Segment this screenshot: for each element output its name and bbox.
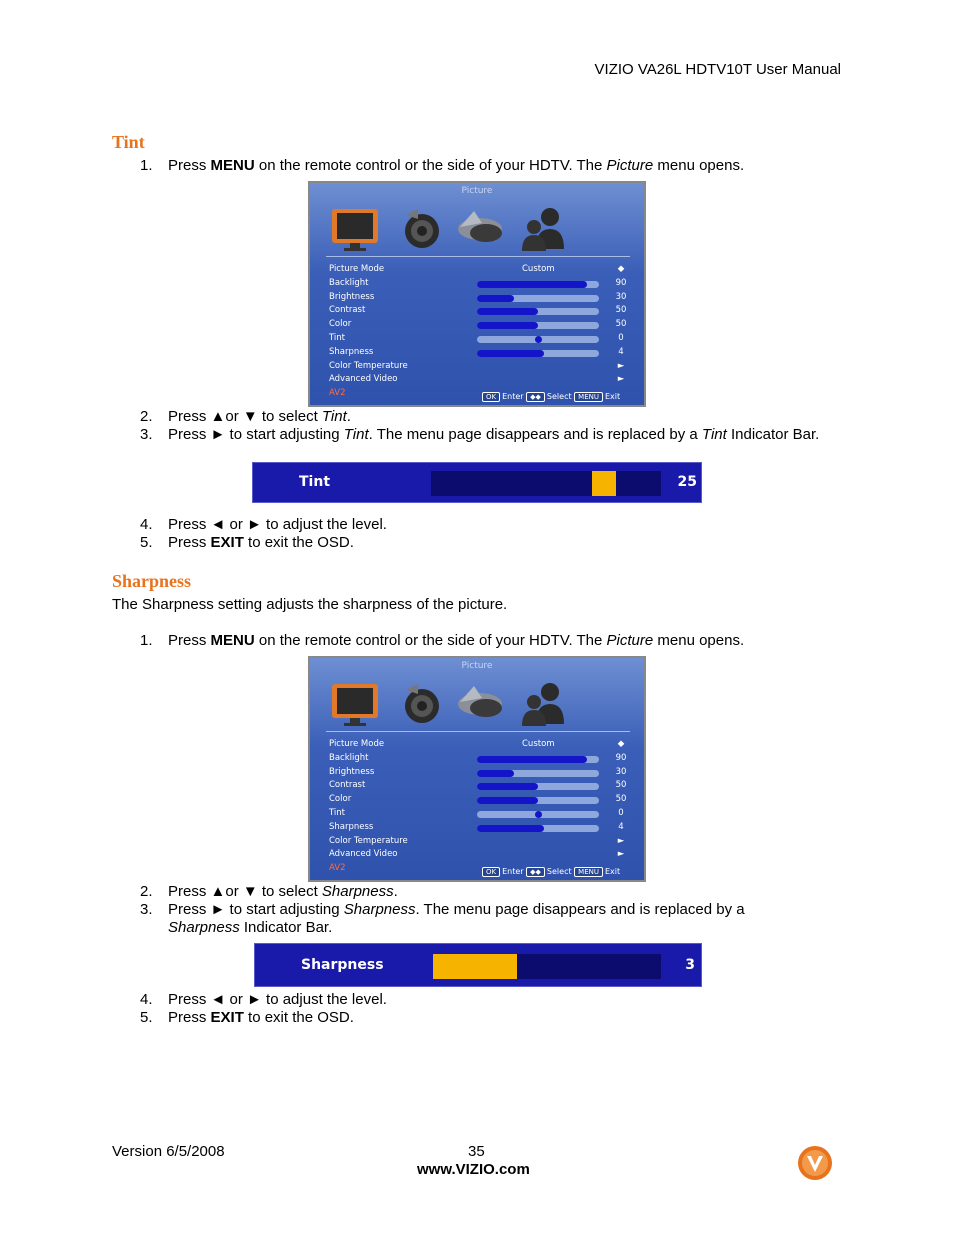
osd-menu-item-label: Tint [329, 807, 346, 818]
osd-menu-item-value: 0 [618, 807, 624, 818]
osd-picture-mode-value: Custom [522, 739, 555, 749]
osd-menu-item-label: Sharpness [329, 821, 374, 832]
sharpness-indicator-track [433, 954, 661, 979]
osd-menu-item [329, 319, 629, 333]
osd-slider-dot [535, 811, 542, 818]
osd-menu-item-value: 30 [615, 291, 627, 302]
osd-menu-item [329, 767, 629, 781]
document-header-title: VIZIO VA26L HDTV10T User Manual [594, 61, 841, 78]
osd-menu-item-label: Contrast [329, 780, 366, 791]
osd-slider-track [477, 770, 599, 777]
tv-icon [330, 205, 382, 253]
osd-menu-item-label: Color [329, 794, 352, 805]
osd-slider-fill [477, 756, 587, 763]
osd-slider-fill [477, 322, 538, 329]
speaker-icon [398, 205, 450, 253]
tint-indicator-marker [592, 471, 616, 496]
osd-menu-item-label: Brightness [329, 766, 375, 777]
osd-slider-track [477, 756, 599, 763]
osd-slider-track [477, 295, 599, 302]
osd-menu-item-label: Color Temperature [329, 360, 408, 371]
osd-menu-item [329, 305, 629, 319]
osd-menu-item-value: 4 [618, 346, 624, 357]
osd-menu-list [329, 264, 629, 402]
exit-hint: Exit [604, 392, 621, 401]
osd-menu-item-value: 50 [615, 794, 627, 805]
select-hint: Select [546, 392, 572, 401]
tint-indicator-track [431, 471, 661, 496]
osd-slider-track [477, 811, 599, 818]
osd-menu-item-label: Advanced Video [329, 374, 398, 385]
tint-step-3: 3. Press ► to start adjusting Tint. The menu page disappears and is replaced by a Tint Indicator Bar. [140, 426, 820, 443]
osd-slider-track [477, 350, 599, 357]
satellite-dish-icon [456, 680, 508, 728]
osd-slider-dot [535, 336, 542, 343]
exit-hint: Exit [604, 867, 621, 876]
osd-menu-item-value: 0 [618, 332, 624, 343]
tv-icon [330, 680, 382, 728]
osd-menu-item [329, 264, 629, 278]
osd-slider-fill [477, 350, 544, 357]
osd-menu-item-label: AV2 [329, 863, 346, 874]
osd-menu-item [329, 822, 629, 836]
osd-menu-item [329, 333, 629, 347]
osd-menu-item-label: Brightness [329, 291, 375, 302]
sharpness-step-3: 3. Press ► to start adjusting Sharpness. The menu page disappears and is replaced by a Sharpness Indicator Bar. [140, 901, 745, 936]
osd-menu-item-value: 50 [615, 780, 627, 791]
osd-menu-item [329, 347, 629, 361]
osd-icon-row [330, 680, 620, 730]
tint-indicator-value: 25 [677, 474, 697, 490]
osd-menu-item-value: 90 [615, 277, 627, 288]
osd-slider-fill [477, 797, 538, 804]
users-icon [518, 680, 570, 728]
enter-hint: Enter [502, 867, 524, 876]
sharpness-indicator-value: 3 [685, 957, 695, 973]
osd-slider-fill [477, 825, 544, 832]
osd-menu-item [329, 808, 629, 822]
osd-menu-item-label: AV2 [329, 388, 346, 399]
ok-key: OK [482, 392, 500, 402]
osd-menu-item [329, 794, 629, 808]
osd-menu-item-label: Tint [329, 332, 346, 343]
sharpness-intro: The Sharpness setting adjusts the sharpness of the picture. [112, 596, 508, 613]
picture-menu-screenshot-2 [308, 656, 646, 882]
menu-key: MENU [574, 867, 603, 877]
osd-menu-item [329, 374, 629, 388]
speaker-icon [398, 680, 450, 728]
sharpness-heading: Sharpness [112, 571, 192, 591]
osd-menu-item-value: 4 [618, 821, 624, 832]
osd-menu-item-label: Sharpness [329, 346, 374, 357]
osd-menu-item-label: Color [329, 319, 352, 330]
osd-slider-track [477, 783, 599, 790]
osd-menu-item [329, 278, 629, 292]
osd-slider-track [477, 797, 599, 804]
osd-picture-mode-value: Custom [522, 264, 555, 274]
osd-slider-track [477, 825, 599, 832]
tint-heading: Tint [112, 132, 145, 152]
osd-menu-item-label: Advanced Video [329, 849, 398, 860]
osd-slider-track [477, 281, 599, 288]
osd-menu-item [329, 836, 629, 850]
osd-menu-item-value: 30 [615, 766, 627, 777]
arrow-key: ◆◆ [526, 392, 545, 402]
osd-menu-item [329, 361, 629, 375]
osd-slider-track [477, 322, 599, 329]
osd-menu-list [329, 739, 629, 877]
osd-menu-item-value: 50 [615, 305, 627, 316]
osd-slider-track [477, 336, 599, 343]
osd-slider-fill [477, 295, 514, 302]
osd-menu-item-label: Backlight [329, 277, 369, 288]
osd-menu-item-label: Picture Mode [329, 739, 385, 749]
osd-slider-fill [477, 770, 514, 777]
osd-menu-item-value: ◆ [617, 739, 625, 749]
tint-indicator-label: Tint [299, 474, 331, 490]
osd-slider-track [477, 308, 599, 315]
satellite-dish-icon [456, 205, 508, 253]
sharpness-indicator-fill [433, 954, 517, 979]
osd-menu-item-label: Color Temperature [329, 835, 408, 846]
osd-menu-item [329, 849, 629, 863]
osd-menu-item-label: Backlight [329, 752, 369, 763]
sharpness-indicator-label: Sharpness [301, 957, 384, 973]
arrow-key: ◆◆ [526, 867, 545, 877]
osd-menu-item-label: Picture Mode [329, 264, 385, 274]
tint-indicator-bar [252, 462, 702, 503]
osd-slider-fill [477, 308, 538, 315]
footer-url: www.VIZIO.com [417, 1161, 530, 1178]
vizio-logo [797, 1145, 833, 1181]
osd-menu-item [329, 780, 629, 794]
sharpness-indicator-bar [254, 943, 702, 987]
osd-menu-item-label: Contrast [329, 305, 366, 316]
osd-menu-item-value: ► [617, 374, 625, 385]
osd-menu-item [329, 739, 629, 753]
osd-footer-hints [482, 867, 620, 877]
ok-key: OK [482, 867, 500, 877]
osd-menu-item [329, 292, 629, 306]
osd-slider-fill [477, 281, 587, 288]
osd-divider [326, 256, 630, 257]
page-number: 35 [468, 1143, 485, 1160]
osd-menu-item-value: 50 [615, 319, 627, 330]
picture-menu-screenshot [308, 181, 646, 407]
osd-title: Picture [461, 661, 493, 671]
osd-menu-item-value: ► [617, 849, 625, 860]
osd-title: Picture [461, 186, 493, 196]
osd-menu-item-value: 90 [615, 752, 627, 763]
osd-icon-row [330, 205, 620, 255]
enter-hint: Enter [502, 392, 524, 401]
osd-menu-item-value: ◆ [617, 264, 625, 274]
osd-slider-fill [477, 783, 538, 790]
footer-version: Version 6/5/2008 [112, 1143, 225, 1160]
users-icon [518, 205, 570, 253]
menu-key: MENU [574, 392, 603, 402]
select-hint: Select [546, 867, 572, 876]
osd-divider [326, 731, 630, 732]
osd-menu-item [329, 753, 629, 767]
osd-footer-hints [482, 392, 620, 402]
osd-menu-item-value: ► [617, 360, 625, 371]
osd-menu-item-value: ► [617, 835, 625, 846]
